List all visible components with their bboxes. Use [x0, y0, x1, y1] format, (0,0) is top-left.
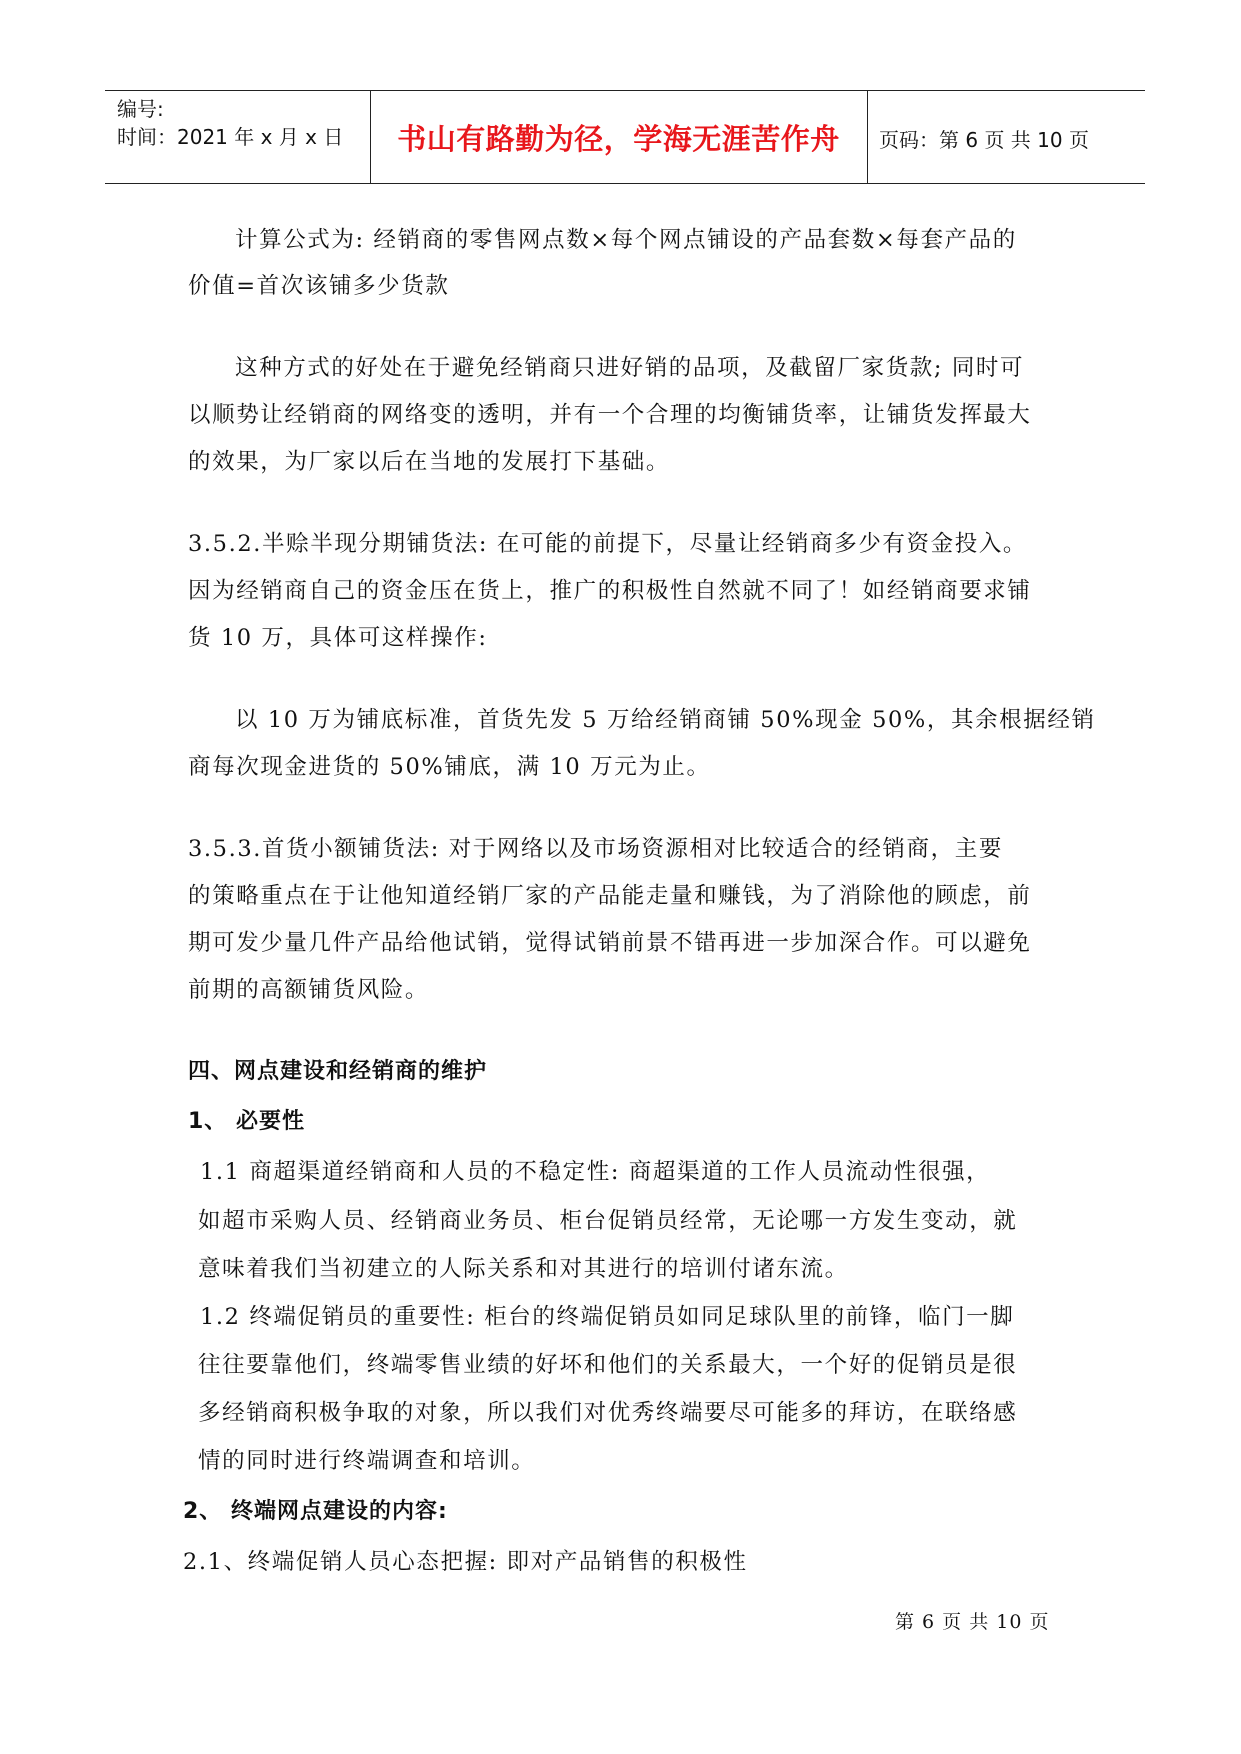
paragraph-353-line-2: 的策略重点在于让他知道经销厂家的产品能走量和赚钱，为了消除他的顾虑，前: [188, 883, 1032, 909]
subsection-heading-1: 1、 必要性: [188, 1109, 305, 1134]
paragraph-11-line-3: 意味着我们当初建立的人际关系和对其进行的培训付诸东流。: [198, 1256, 849, 1282]
header-page-number: 页码：第 6 页 共 10 页: [879, 128, 1089, 152]
paragraph-11-line-2: 如超市采购人员、经销商业务员、柜台促销员经常，无论哪一方发生变动，就: [198, 1208, 1018, 1234]
paragraph-353-line-1: 3.5.3.首货小额铺货法: 对于网络以及市场资源相对比较适合的经销商，主要: [188, 836, 1003, 862]
paragraph-12-line-1: 1.2 终端促销员的重要性: 柜台的终端促销员如同足球队里的前锋，临门一脚: [200, 1304, 1015, 1330]
subsection-heading-2: 2、 终端网点建设的内容:: [183, 1499, 448, 1524]
page-footer-number: 第 6 页 共 10 页: [895, 1611, 1050, 1633]
paragraph-12-line-2: 往往要靠他们，终端零售业绩的好坏和他们的关系最大，一个好的促销员是很: [198, 1352, 1018, 1378]
paragraph-12-line-3: 多经销商积极争取的对象，所以我们对优秀终端要尽可能多的拜访，在联络感: [198, 1400, 1018, 1426]
paragraph-benefit-line-3: 的效果，为厂家以后在当地的发展打下基础。: [188, 449, 671, 475]
paragraph-353-line-3: 期可发少量几件产品给他试销，觉得试销前景不错再进一步加深合作。可以避免: [188, 930, 1032, 956]
paragraph-11-line-1: 1.1 商超渠道经销商和人员的不稳定性: 商超渠道的工作人员流动性很强，: [200, 1159, 991, 1185]
paragraph-formula-line-2: 价值=首次该铺多少货款: [188, 273, 450, 299]
header-motto-cell: [370, 91, 868, 183]
serial-number-label: 编号:: [117, 97, 164, 121]
paragraph-352-line-3: 货 10 万，具体可这样操作:: [188, 625, 488, 651]
paragraph-example-line-2: 商每次现金进货的 50%铺底，满 10 万元为止。: [188, 754, 711, 780]
paragraph-353-line-4: 前期的高额铺货风险。: [188, 977, 430, 1003]
paragraph-21-line-1: 2.1、终端促销人员心态把握: 即对产品销售的积极性: [183, 1549, 748, 1575]
time-label: 时间：2021 年 x 月 x 日: [117, 125, 344, 149]
page-header: [105, 90, 1145, 184]
paragraph-benefit-line-1: 这种方式的好处在于避免经销商只进好销的品项，及截留厂家货款; 同时可: [235, 355, 1025, 381]
paragraph-example-line-1: 以 10 万为铺底标准，首货先发 5 万给经销商铺 50%现金 50%，其余根据经销: [235, 707, 1096, 733]
header-page-cell: [867, 91, 1145, 183]
paragraph-12-line-4: 情的同时进行终端调查和培训。: [198, 1448, 536, 1474]
section-heading-4: 四、网点建设和经销商的维护: [188, 1059, 488, 1084]
paragraph-352-line-2: 因为经销商自己的资金压在货上，推广的积极性自然就不同了！如经销商要求铺: [188, 578, 1032, 604]
header-motto: 书山有路勤为径，学海无涯苦作舟: [397, 122, 840, 156]
header-info-cell: [105, 91, 371, 183]
paragraph-352-line-1: 3.5.2.半赊半现分期铺货法: 在可能的前提下，尽量让经销商多少有资金投入。: [188, 531, 1028, 557]
paragraph-formula-line-1: 计算公式为: 经销商的零售网点数×每个网点铺设的产品套数×每套产品的: [235, 227, 1017, 253]
paragraph-benefit-line-2: 以顺势让经销商的网络变的透明，并有一个合理的均衡铺货率，让铺货发挥最大: [188, 402, 1032, 428]
